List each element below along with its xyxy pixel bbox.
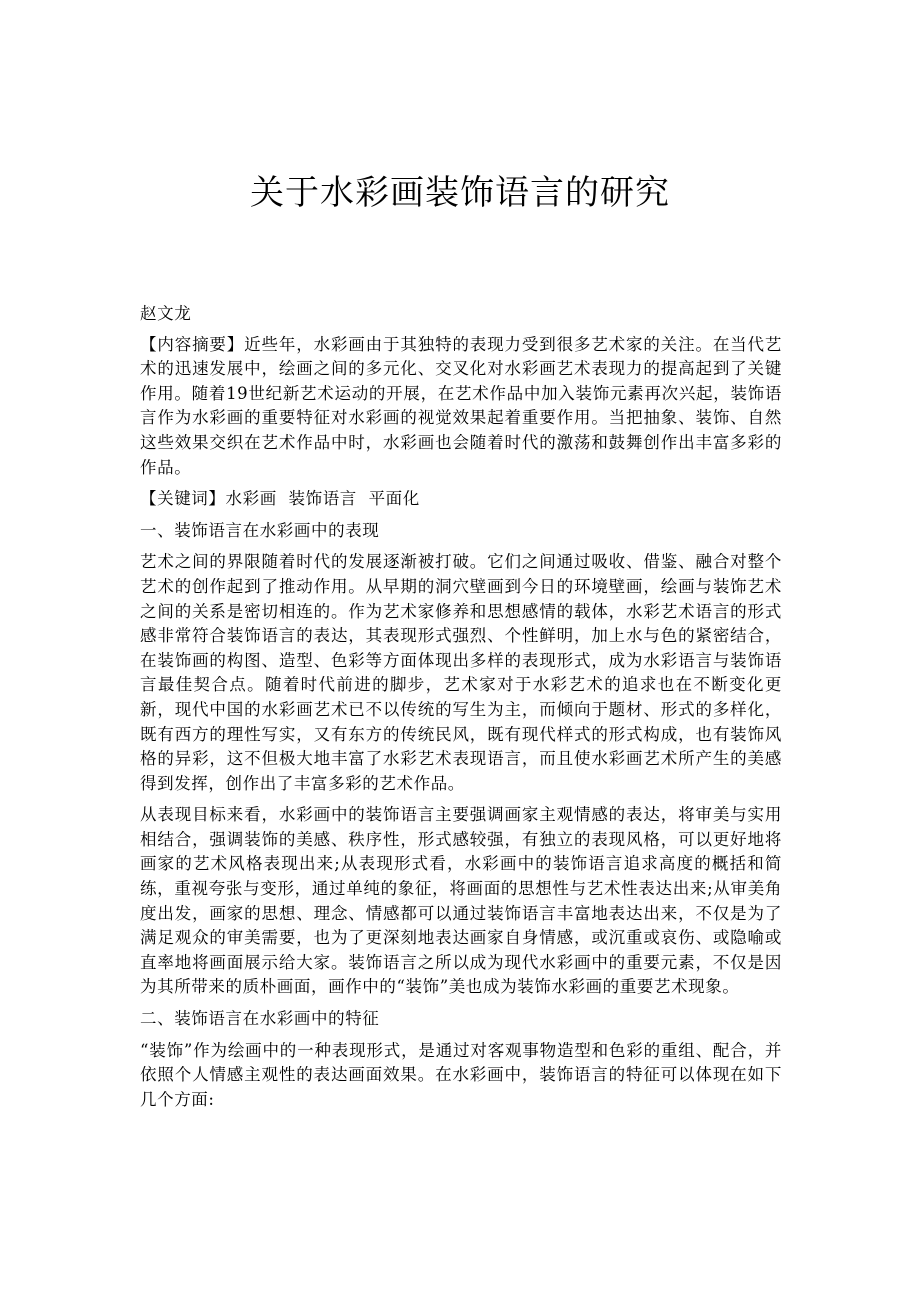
document-body [140, 302, 782, 1119]
section-heading-2: 二、装饰语言在水彩画中的特征 [140, 1009, 380, 1029]
section-heading-1: 一、装饰语言在水彩画中的表现 [140, 520, 380, 540]
section1-paragraph-2: 从表现目标来看，水彩画中的装饰语言主要强调画家主观情感的表达，将审美与实用相结合，强调装饰的美感、秩序性，形式感较强，有独立的表现风格，可以更好地将画家的艺术风格表现出来;从表现形式看，水彩画中的装饰语言追求高度的概括和简练，重视夸张与变形，通过单纯的象征，将画面的思想性与艺术性表达出来;从审美角度出发，画家的思想、理念、情感都可以通过装饰语言丰富地表达出来，不仅是为了满足观众的审美需要，也为了更深刻地表达画家自身情感，或沉重或哀伤、或隐喻或直率地将画面展示给大家。装饰语言之所以成为现代水彩画中的重要元素，不仅是因为其所带来的质朴画面，画作中的“装饰”美也成为装饰水彩画的重要艺术现象。 [140, 805, 782, 997]
keywords-line: 【关键词】水彩画 装饰语言 平面化 [140, 489, 420, 509]
section2-paragraph-1: “装饰”作为绘画中的一种表现形式，是通过对客观事物造型和色彩的重组、配合，并依照个人情感主观性的表达画面效果。在水彩画中，装饰语言的特征可以体现在如下几个方面: [140, 1040, 782, 1109]
abstract-paragraph: 【内容摘要】近些年，水彩画由于其独特的表现力受到很多艺术家的关注。在当代艺术的迅速发展中，绘画之间的多元化、交叉化对水彩画艺术表现力的提高起到了关键作用。随着19世纪新艺术运动的开展，在艺术作品中加入装饰元素再次兴起，装饰语言作为水彩画的重要特征对水彩画的视觉效果起着重要作用。当把抽象、装饰、自然这些效果交织在艺术作品中时，水彩画也会随着时代的激荡和鼓舞创作出丰富多彩的作品。 [140, 334, 782, 477]
section1-paragraph-1: 艺术之间的界限随着时代的发展逐渐被打破。它们之间通过吸收、借鉴、融合对整个艺术的创作起到了推动作用。从早期的洞穴壁画到今日的环境壁画，绘画与装饰艺术之间的关系是密切相连的。作为艺术家修养和思想感情的载体，水彩艺术语言的形式感非常符合装饰语言的表达，其表现形式强烈、个性鲜明，加上水与色的紧密结合，在装饰画的构图、造型、色彩等方面体现出多样的表现形式，成为水彩语言与装饰语言最佳契合点。随着时代前进的脚步，艺术家对于水彩艺术的追求也在不断变化更新，现代中国的水彩画艺术已不以传统的写生为主，而倾向于题材、形式的多样化，既有西方的理性写实，又有东方的传统民风，既有现代样式的形式构成，也有装饰风格的异彩，这不但极大地丰富了水彩艺术表现语言，而且使水彩画艺术所产生的美感得到发挥，创作出了丰富多彩的艺术作品。 [140, 552, 782, 793]
author-name: 赵文龙 [140, 304, 192, 323]
document-title: 关于水彩画装饰语言的研究 [250, 173, 670, 213]
